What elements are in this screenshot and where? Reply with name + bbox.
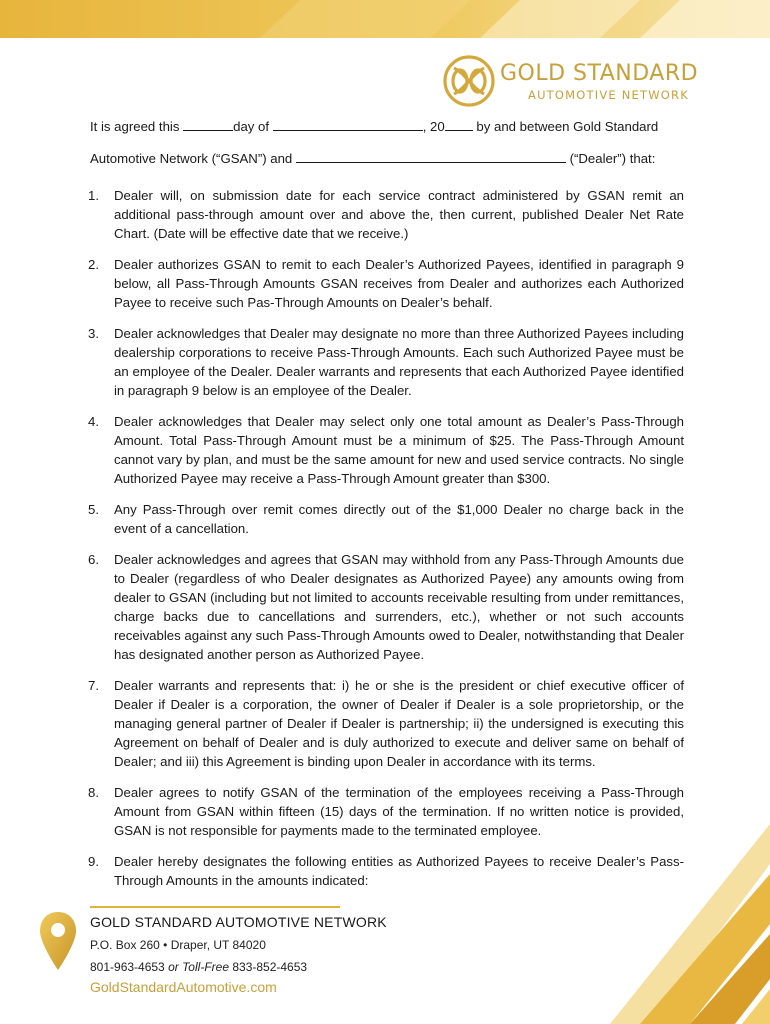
clause-number: 5. (88, 502, 99, 517)
clause (88, 186, 684, 243)
gold-standard-logo-icon (440, 52, 498, 110)
clause-text: Dealer warrants and represents that: i) he or she is the president or chief executive officer of Dealer if Dealer is a corporation, the owner of Dealer if Dealer is a sole proprietorship, or the managing general partner of Dealer if Dealer is partnership; ii) the undersigned is executing this Agreement on behalf of Dealer and is duly authorized to execute and deliver same on behalf of Dealer; and iii) this Agreement is binding upon Dealer in accordance with its terms. (114, 678, 684, 769)
clause-text: Dealer acknowledges and agrees that GSAN may withhold from any Pass-Through Amounts due to Dealer (regardless of who Dealer designates as Authorized Payee) any amounts owing from dealer to GSAN (including but not limited to accounts receivable resulting from under remittances, charge backs due to cancellations and surrenders, etc.), whether or not such accounts receivables against any such Pass-Through Amounts owed to Dealer, notwithstanding that Dealer has designated another person as Authorized Payee. (114, 552, 684, 662)
clause-text: Dealer will, on submission date for each service contract administered by GSAN remit an additional pass-through amount over and above the, then current, published Dealer Net Rate Chart. (Date will be effective date that we receive.) (114, 188, 684, 241)
footer-tollfree: 833-852-4653 (232, 960, 308, 974)
clause (88, 412, 684, 488)
dealer-name-line (90, 150, 655, 166)
intro-text: (“Dealer”) that: (569, 151, 656, 166)
clause-text: Dealer agrees to notify GSAN of the termination of the employees receiving a Pass-Through Amount from GSAN within fifteen (15) days of the termination. If no written notice is provided, GSAN is not responsible for payments made to the terminated employee. (114, 785, 684, 838)
clause-text: Dealer authorizes GSAN to remit to each Dealer’s Authorized Payees, identified in paragraph 9 below, all Pass-Through Amounts GSAN receives from Dealer and authorizes each Authorized Payee to receive such Pas-Through Amounts on Dealer’s behalf. (114, 257, 684, 310)
clause (88, 500, 684, 538)
intro-text: It is agreed this (90, 119, 180, 134)
footer-phone-line (90, 960, 307, 974)
footer-company-name: GOLD STANDARD AUTOMOTIVE NETWORK (90, 914, 387, 930)
dealer-name-blank[interactable] (296, 150, 566, 163)
clause-text: Any Pass-Through over remit comes directly out of the $1,000 Dealer no charge back in the event of a cancellation. (114, 502, 684, 536)
logo-subtitle: AUTOMOTIVE NETWORK (528, 88, 689, 102)
intro-text: Automotive Network (“GSAN”) and (90, 151, 293, 166)
clause-number: 6. (88, 552, 99, 567)
month-blank[interactable] (273, 118, 423, 131)
location-pin-icon (38, 910, 78, 972)
year-blank[interactable] (445, 118, 473, 131)
footer-divider (90, 906, 340, 908)
clause-number: 8. (88, 785, 99, 800)
clause-text: Dealer hereby designates the following entities as Authorized Payees to receive Dealer’s Pass-Through Amounts in the amounts indicated: (114, 854, 684, 888)
footer-tollfree-label: or Toll-Free (168, 960, 229, 974)
intro-text: by and between Gold Standard (476, 119, 659, 134)
clause (88, 676, 684, 771)
corner-decoration (570, 804, 770, 1024)
footer-address: P.O. Box 260 • Draper, UT 84020 (90, 938, 266, 952)
footer-phone: 801-963-4653 (90, 960, 165, 974)
clause (88, 324, 684, 400)
clause-list (88, 186, 684, 902)
clause-number: 1. (88, 188, 99, 203)
intro-text: , 20 (422, 119, 445, 134)
top-gold-banner (0, 0, 770, 38)
clause (88, 255, 684, 312)
clause-text: Dealer acknowledges that Dealer may designate no more than three Authorized Payees including dealership corporations to receive Pass-Through Amounts. Each such Authorized Payee must be an employee of the Dealer. Dealer warrants and represents that each Authorized Payee identified in paragraph 9 below is an employee of the Dealer. (114, 326, 684, 398)
day-blank[interactable] (183, 118, 233, 131)
clause-text: Dealer acknowledges that Dealer may select only one total amount as Dealer’s Pass-Through Amount. Total Pass-Through Amount must be a minimum of $25. The Pass-Through Amount cannot vary by plan, and must be the same amount for new and used service contracts. No single Authorized Payee may receive a Pass-Through Amount greater than $300. (114, 414, 684, 486)
clause-number: 2. (88, 257, 99, 272)
clause-number: 3. (88, 326, 99, 341)
clause-number: 9. (88, 854, 99, 869)
agreement-date-line (90, 118, 658, 134)
company-logo (440, 52, 740, 114)
logo-name: GOLD STANDARD (500, 61, 699, 86)
footer-website-link[interactable]: GoldStandardAutomotive.com (90, 979, 277, 995)
intro-text: day of (233, 119, 270, 134)
clause-number: 7. (88, 678, 99, 693)
clause-number: 4. (88, 414, 99, 429)
clause (88, 550, 684, 664)
